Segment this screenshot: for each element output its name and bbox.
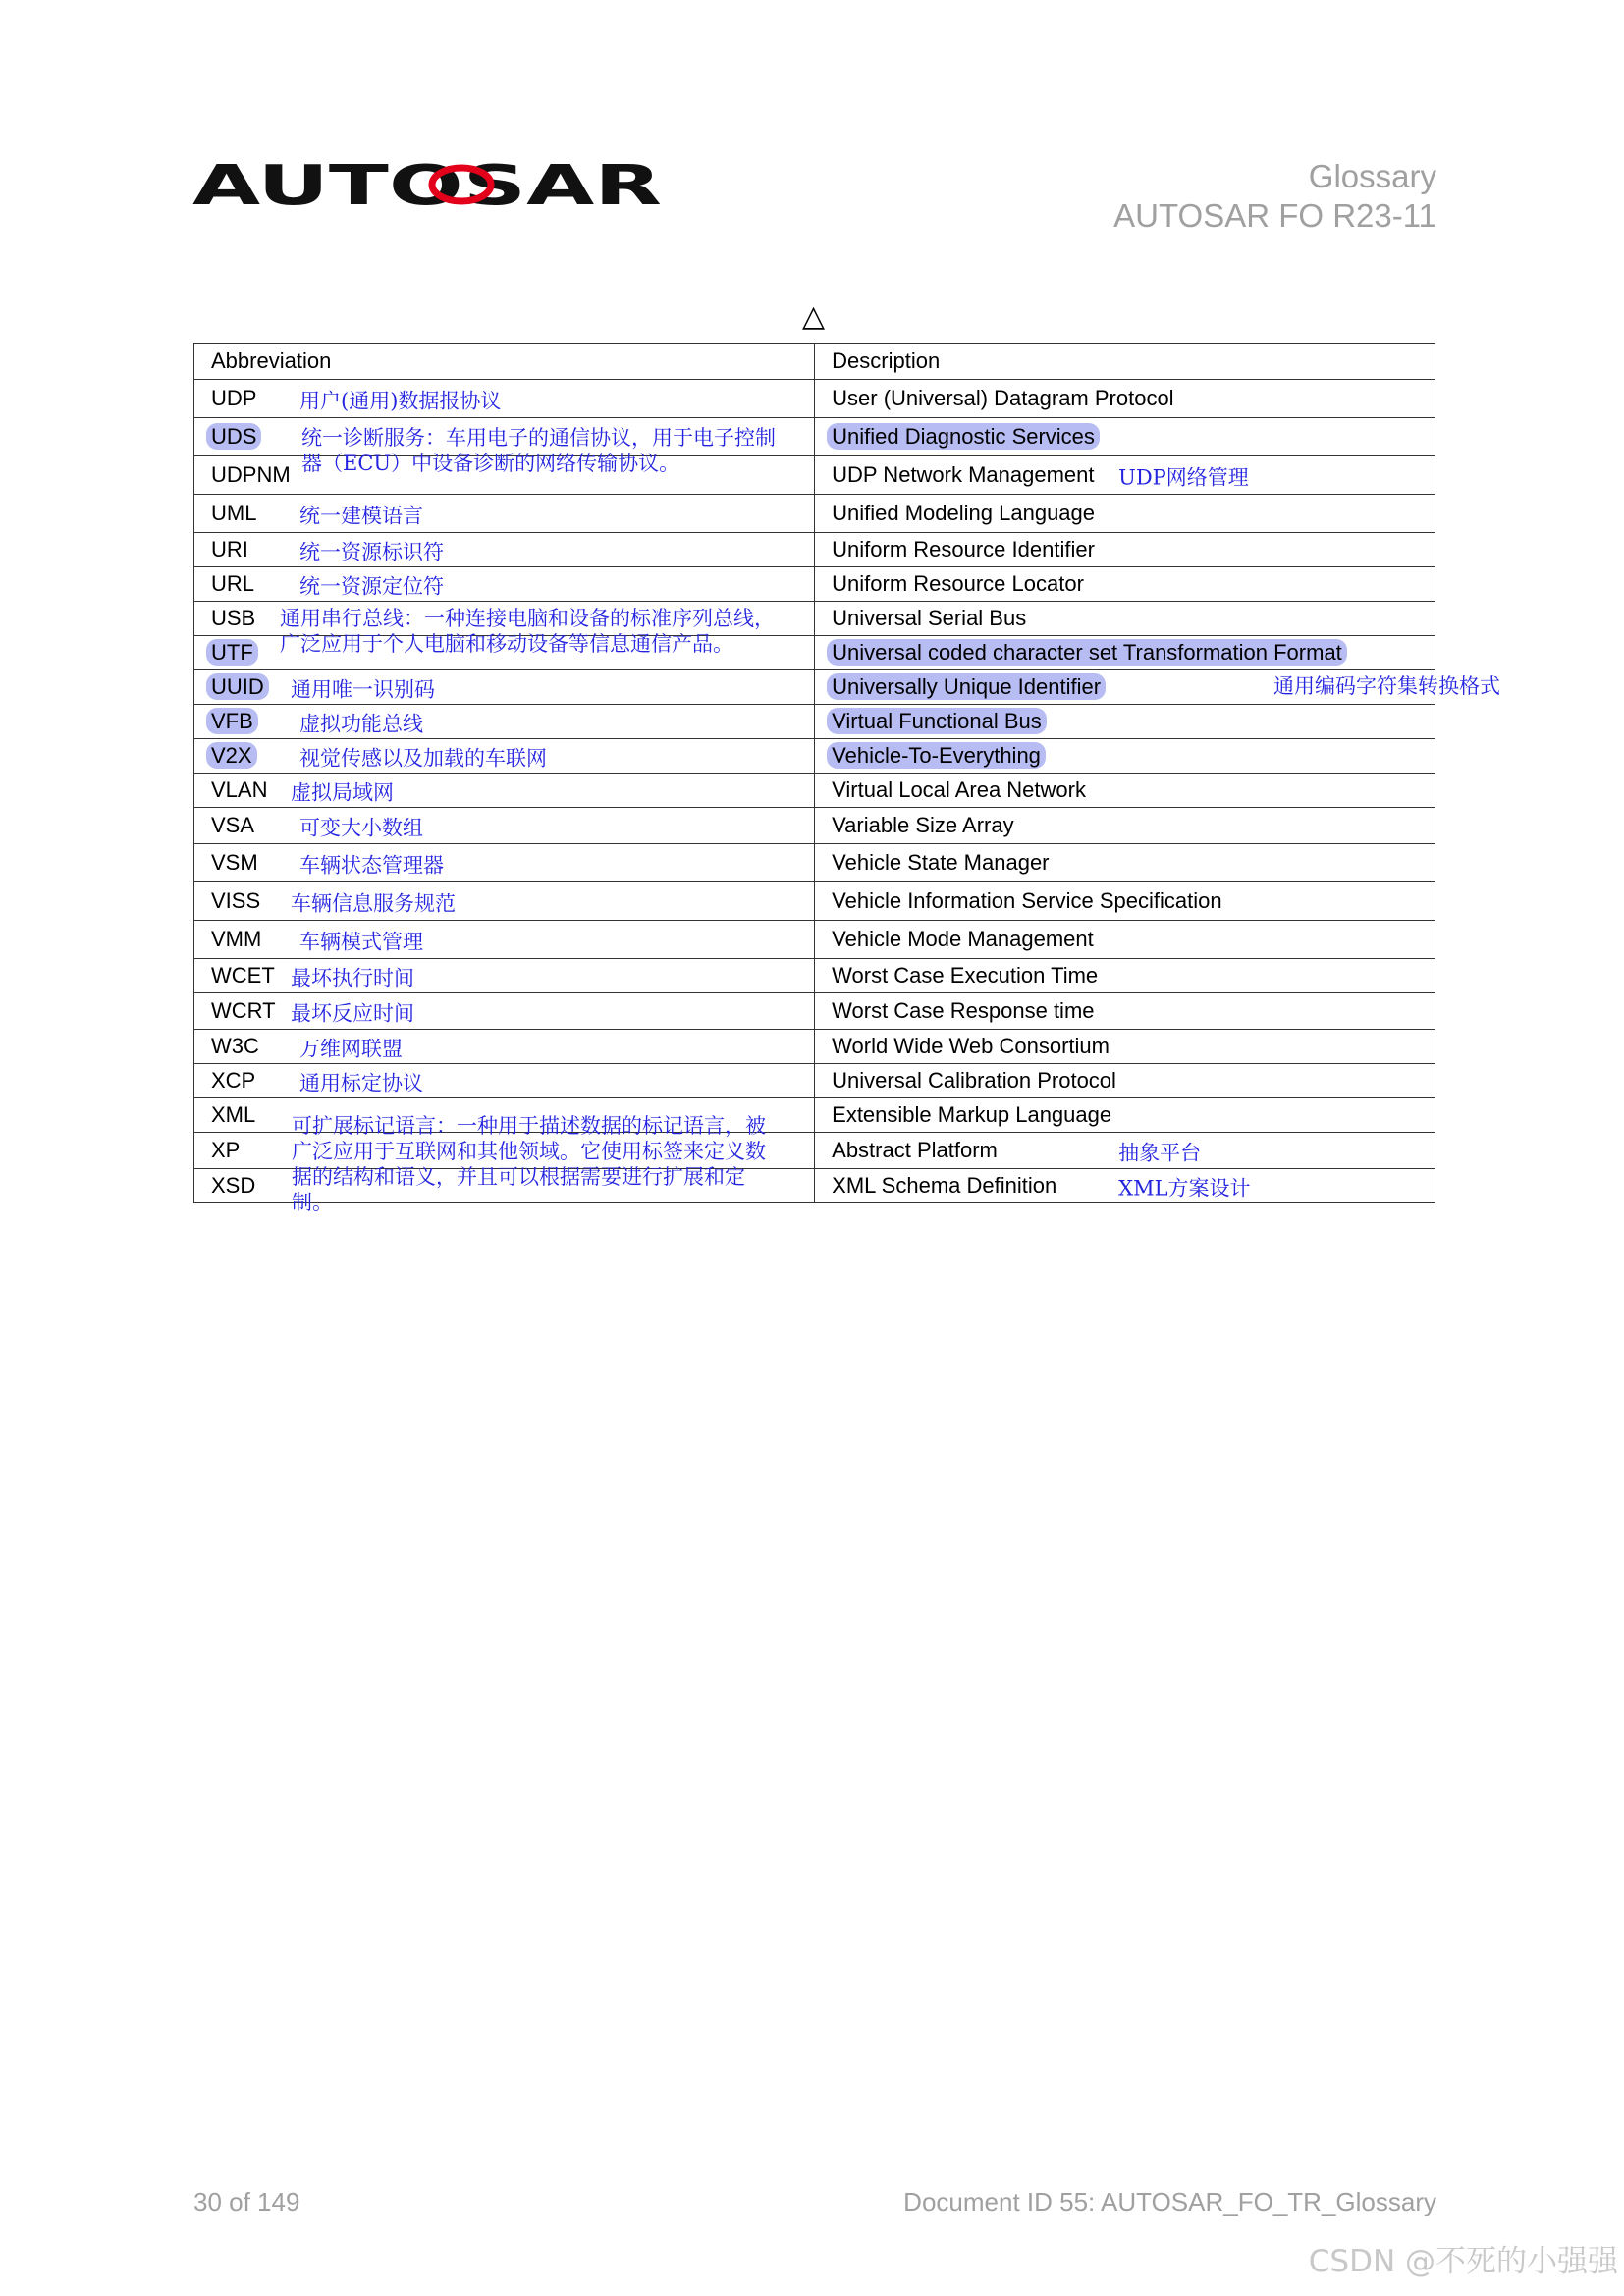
- description-text: Vehicle Information Service Specification: [832, 888, 1222, 913]
- description-text: XML Schema Definition: [832, 1173, 1057, 1198]
- description-text: User (Universal) Datagram Protocol: [832, 386, 1174, 410]
- abbreviation-cell: [194, 495, 815, 533]
- description-text: World Wide Web Consortium: [832, 1034, 1110, 1058]
- abbreviation-cell: [194, 739, 815, 774]
- header-abbreviation: Abbreviation: [194, 344, 815, 380]
- description-cell: [815, 418, 1435, 456]
- table-row: [194, 495, 1435, 533]
- abbreviation-text: UDPNM: [211, 462, 291, 487]
- description-cell: [815, 533, 1435, 567]
- description-text: Virtual Local Area Network: [832, 777, 1086, 802]
- description-cell: [815, 1064, 1435, 1098]
- description-text: Unified Modeling Language: [832, 501, 1096, 525]
- description-text: Universally Unique Identifier: [827, 673, 1106, 700]
- table-row: [194, 808, 1435, 844]
- abbreviation-text: XCP: [211, 1068, 256, 1093]
- table-row: [194, 993, 1435, 1030]
- description-text: Uniform Resource Locator: [832, 571, 1084, 596]
- description-cell: [815, 705, 1435, 739]
- description-annotation: 抽象平台: [1118, 1141, 1202, 1165]
- table-row: [194, 533, 1435, 567]
- abbreviation-cell: [194, 921, 815, 959]
- abbreviation-text: VISS: [211, 888, 261, 913]
- abbreviation-text: VFB: [206, 708, 258, 734]
- description-text: Vehicle-To-Everything: [827, 742, 1046, 769]
- abbreviation-text: URL: [211, 571, 255, 596]
- description-cell: [815, 959, 1435, 993]
- abbreviation-text: XP: [211, 1138, 241, 1162]
- abbreviation-annotation: 万维网联盟: [299, 1037, 403, 1061]
- abbreviation-cell: [194, 567, 815, 602]
- description-cell: [815, 993, 1435, 1030]
- abbreviation-cell: [194, 1064, 815, 1098]
- abbreviation-text: USB: [211, 606, 256, 630]
- abbreviation-cell: [194, 774, 815, 808]
- abbreviation-annotation: 视觉传感以及加载的车联网: [299, 746, 547, 771]
- description-text: Worst Case Execution Time: [832, 963, 1099, 988]
- table-row: [194, 882, 1435, 921]
- description-cell: [815, 602, 1435, 636]
- table-row: [194, 567, 1435, 602]
- description-cell: [815, 844, 1435, 882]
- abbreviation-cell: [194, 533, 815, 567]
- header-description: Description: [815, 344, 1435, 380]
- table-row: [194, 1064, 1435, 1098]
- abbreviation-text: UML: [211, 501, 257, 525]
- svg-text:AUTOSAR: AUTOSAR: [192, 163, 662, 206]
- abbreviation-text: XSD: [211, 1173, 256, 1198]
- abbreviation-annotation: 虚拟局域网: [291, 780, 394, 805]
- abbreviation-text: VSM: [211, 850, 258, 875]
- table-row: [194, 670, 1435, 705]
- abbreviation-annotation: 虚拟功能总线: [299, 712, 423, 736]
- description-cell: [815, 808, 1435, 844]
- utf-annotation: 通用编码字符集转换格式: [1273, 674, 1500, 698]
- xml-annotation: 可扩展标记语言：一种用于描述数据的标记语言，被广泛应用于互联网和其他领域。它使用标签来定义数据的结构和语义，并且可以根据需要进行扩展和定制。: [292, 1114, 766, 1214]
- abbreviation-text: VLAN: [211, 777, 268, 802]
- doc-title: Glossary: [1308, 158, 1436, 194]
- abbreviation-text: UUID: [206, 673, 269, 700]
- description-cell: [815, 456, 1435, 495]
- table-row: [194, 705, 1435, 739]
- abbreviation-text: VSA: [211, 813, 255, 837]
- abbreviation-cell: [194, 705, 815, 739]
- description-cell: [815, 567, 1435, 602]
- description-annotation: UDP网络管理: [1118, 465, 1249, 490]
- abbreviation-text: V2X: [206, 742, 257, 769]
- description-text: Extensible Markup Language: [832, 1102, 1112, 1127]
- description-cell: [815, 1169, 1435, 1203]
- abbreviation-annotation: 车辆状态管理器: [299, 853, 444, 878]
- description-cell: [815, 380, 1435, 418]
- description-cell: [815, 739, 1435, 774]
- document-header: [1113, 157, 1436, 236]
- abbreviation-cell: [194, 882, 815, 921]
- page-number: 30 of 149: [193, 2187, 300, 2216]
- table-row: [194, 921, 1435, 959]
- uds-annotation: 统一诊断服务：车用电子的通信协议，用于电子控制器（ECU）中设备诊断的网络传输协议。: [301, 426, 776, 475]
- usb-annotation: 通用串行总线：一种连接电脑和设备的标准序列总线，广泛应用于个人电脑和移动设备等信息通信产品。: [280, 607, 775, 656]
- description-annotation: XML方案设计: [1118, 1176, 1251, 1201]
- description-cell: [815, 921, 1435, 959]
- description-text: Vehicle State Manager: [832, 850, 1050, 875]
- description-cell: [815, 1030, 1435, 1064]
- abbreviation-text: XML: [211, 1102, 256, 1127]
- description-cell: [815, 1098, 1435, 1133]
- abbreviation-text: UDS: [206, 423, 261, 450]
- abbreviation-text: VMM: [211, 927, 262, 951]
- abbreviation-annotation: 统一资源定位符: [299, 574, 444, 599]
- abbreviation-cell: [194, 993, 815, 1030]
- abbreviation-annotation: 通用标定协议: [299, 1071, 423, 1095]
- abbreviation-annotation: 统一建模语言: [299, 504, 423, 528]
- table-row: [194, 959, 1435, 993]
- description-text: Worst Case Response time: [832, 998, 1095, 1023]
- description-text: Vehicle Mode Management: [832, 927, 1094, 951]
- description-cell: [815, 636, 1435, 670]
- description-text: UDP Network Management: [832, 462, 1095, 487]
- description-cell: [815, 495, 1435, 533]
- description-text: Universal coded character set Transformation Format: [827, 639, 1347, 666]
- abbreviation-cell: [194, 959, 815, 993]
- description-text: Unified Diagnostic Services: [827, 423, 1100, 450]
- abbreviation-annotation: 最坏执行时间: [291, 966, 414, 990]
- document-id: Document ID 55: AUTOSAR_FO_TR_Glossary: [903, 2187, 1436, 2216]
- abbreviation-text: UDP: [211, 386, 257, 410]
- table-row: [194, 844, 1435, 882]
- abbreviation-text: W3C: [211, 1034, 259, 1058]
- abbreviation-annotation: 车辆信息服务规范: [291, 891, 456, 916]
- abbreviation-annotation: 通用唯一识别码: [291, 677, 435, 702]
- abbreviation-cell: [194, 380, 815, 418]
- abbreviation-cell: [194, 808, 815, 844]
- abbreviation-cell: [194, 670, 815, 705]
- abbreviation-annotation: 最坏反应时间: [291, 1001, 414, 1026]
- abbreviation-text: WCRT: [211, 998, 276, 1023]
- watermark: CSDN @不死的小强强: [1308, 2244, 1618, 2279]
- abbreviation-annotation: 车辆模式管理: [299, 930, 423, 954]
- description-cell: [815, 774, 1435, 808]
- table-row: [194, 774, 1435, 808]
- abbreviation-annotation: 用户(通用)数据报协议: [299, 389, 502, 413]
- abbreviation-text: WCET: [211, 963, 275, 988]
- table-row: [194, 1030, 1435, 1064]
- table-header-row: [194, 344, 1435, 380]
- abbreviation-cell: [194, 1030, 815, 1064]
- doc-subtitle: AUTOSAR FO R23-11: [1113, 197, 1436, 234]
- abbreviation-text: URI: [211, 537, 248, 561]
- description-text: Abstract Platform: [832, 1138, 998, 1162]
- description-cell: [815, 1133, 1435, 1169]
- description-cell: [815, 882, 1435, 921]
- table-row: [194, 380, 1435, 418]
- description-text: Variable Size Array: [832, 813, 1014, 837]
- description-text: Universal Calibration Protocol: [832, 1068, 1116, 1093]
- abbreviation-annotation: 统一资源标识符: [299, 540, 444, 564]
- table-row: [194, 739, 1435, 774]
- continued-marker: △: [802, 299, 826, 334]
- description-text: Uniform Resource Identifier: [832, 537, 1095, 561]
- abbreviation-cell: [194, 844, 815, 882]
- autosar-logo: [192, 163, 662, 206]
- description-text: Universal Serial Bus: [832, 606, 1027, 630]
- abbreviation-text: UTF: [206, 639, 258, 666]
- abbreviation-annotation: 可变大小数组: [299, 816, 423, 840]
- description-text: Virtual Functional Bus: [827, 708, 1047, 734]
